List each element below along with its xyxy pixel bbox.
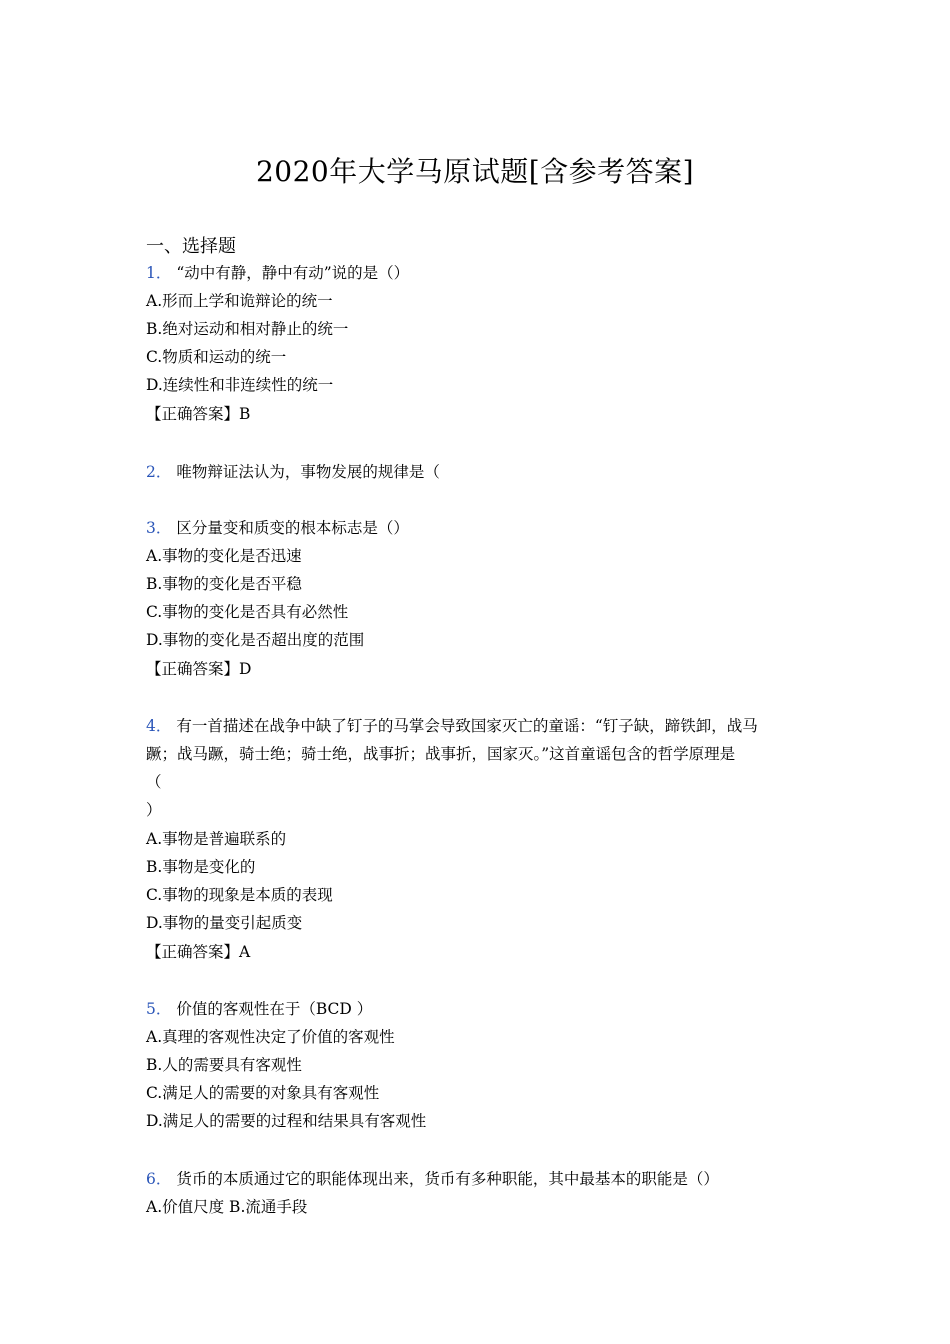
question-1-stem: 1． “动中有静，静中有动”说的是（）	[146, 264, 410, 282]
section-heading: 一、选择题	[146, 236, 236, 257]
option-d: D.满足人的需要的过程和结果具有客观性	[146, 1112, 427, 1130]
question-number: 6	[146, 1170, 156, 1188]
option-b: B.绝对运动和相对静止的统一	[146, 320, 349, 338]
option-d: D.事物的量变引起质变	[146, 914, 303, 932]
document-title: 2020年大学马原试题[含参考答案]	[255, 155, 695, 188]
option-c: C.满足人的需要的对象具有客观性	[146, 1084, 380, 1102]
question-6-stem: 6． 货币的本质通过它的职能体现出来，货币有多种职能，其中最基本的职能是（）	[146, 1170, 719, 1188]
question-text: 唯物辩证法认为，事物发展的规律是（	[176, 463, 440, 481]
question-number: 3	[146, 519, 156, 537]
question-2-stem: 2． 唯物辩证法认为，事物发展的规律是（	[146, 463, 440, 481]
option-b: B.人的需要具有客观性	[146, 1056, 302, 1074]
option-c: C.事物的现象是本质的表现	[146, 886, 333, 904]
question-text: 有一首描述在战争中缺了钉子的马掌会导致国家灭亡的童谣：“钉子缺，蹄铁卸，战马	[176, 717, 758, 735]
option-a: A.真理的客观性决定了价值的客观性	[146, 1028, 395, 1046]
option-d: D.连续性和非连续性的统一	[146, 376, 334, 394]
answer-line: 【正确答案】B	[146, 405, 251, 423]
question-4-paren-open: （	[146, 773, 162, 791]
options-line: A.价值尺度 B.流通手段	[146, 1198, 308, 1216]
question-number: 2	[146, 463, 156, 481]
question-3-stem: 3． 区分量变和质变的根本标志是（）	[146, 519, 409, 537]
question-text: 货币的本质通过它的职能体现出来，货币有多种职能，其中最基本的职能是（）	[176, 1170, 719, 1188]
question-4-stem-cont: 蹶；战马蹶，骑士绝；骑士绝，战事折；战事折，国家灭。”这首童谣包含的哲学原理是	[146, 745, 736, 763]
question-text: 区分量变和质变的根本标志是（）	[176, 519, 409, 537]
option-c: C.物质和运动的统一	[146, 348, 287, 366]
question-number: 5	[146, 1000, 156, 1018]
option-a: A.形而上学和诡辩论的统一	[146, 292, 333, 310]
option-a: A.事物的变化是否迅速	[146, 547, 302, 565]
option-d: D.事物的变化是否超出度的范围	[146, 631, 365, 649]
answer-line: 【正确答案】A	[146, 943, 251, 961]
question-4-paren-close: ）	[146, 801, 162, 819]
question-number: 1	[146, 264, 156, 282]
question-text: “动中有静，静中有动”说的是（）	[176, 264, 410, 282]
option-a: A.事物是普遍联系的	[146, 830, 287, 848]
option-c: C.事物的变化是否具有必然性	[146, 603, 349, 621]
question-4-stem: 4． 有一首描述在战争中缺了钉子的马掌会导致国家灭亡的童谣：“钉子缺，蹄铁卸，战马	[146, 717, 758, 735]
question-text: 价值的客观性在于（BCD ）	[176, 1000, 373, 1018]
option-b: B.事物的变化是否平稳	[146, 575, 302, 593]
answer-line: 【正确答案】D	[146, 660, 252, 678]
question-number: 4	[146, 717, 156, 735]
option-b: B.事物是变化的	[146, 858, 256, 876]
question-5-stem: 5． 价值的客观性在于（BCD ）	[146, 1000, 373, 1018]
